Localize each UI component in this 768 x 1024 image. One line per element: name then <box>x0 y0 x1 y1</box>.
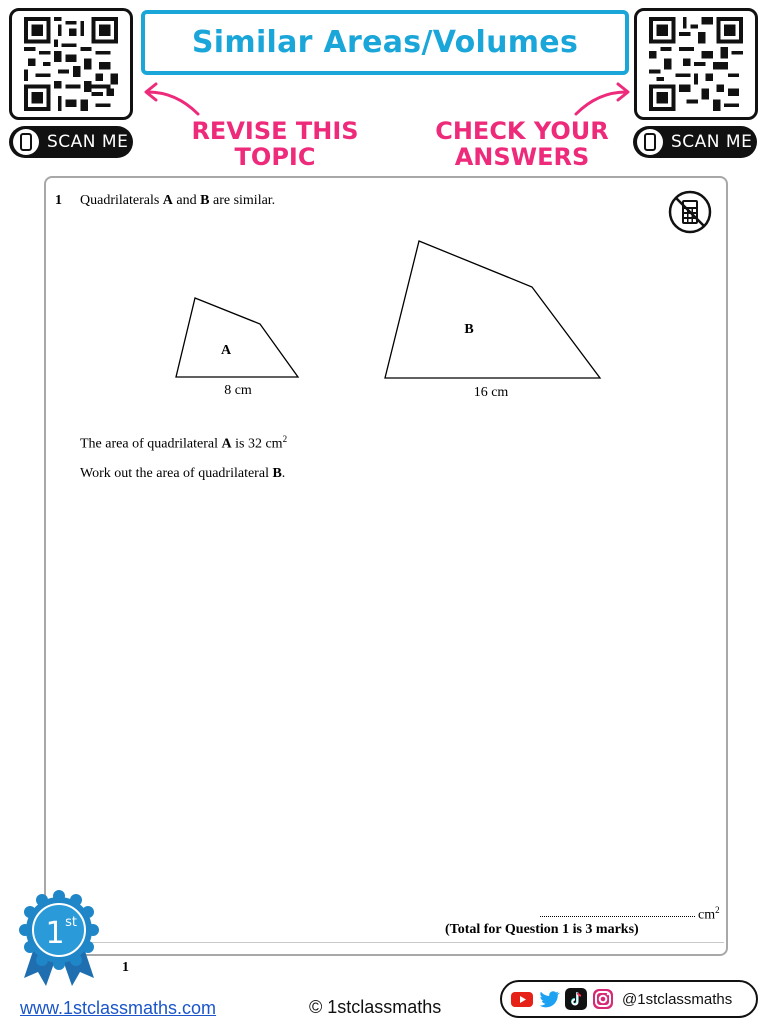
task-statement: Work out the area of quadrilateral B. <box>80 466 286 481</box>
total-marks: (Total for Question 1 is 3 marks) <box>445 922 639 937</box>
check-line-2: ANSWERS <box>454 143 590 171</box>
website-link[interactable]: www.1stclassmaths.com <box>20 998 217 1018</box>
shape-b-base-label: 16 cm <box>473 385 509 400</box>
shape-b-label: B <box>464 322 474 337</box>
tiktok-icon[interactable] <box>564 987 588 1011</box>
answer-line[interactable] <box>540 916 695 917</box>
social-links <box>500 980 758 1018</box>
quadrilateral-a <box>176 298 298 377</box>
quadrilateral-b <box>385 241 600 378</box>
first-class-medal-icon <box>14 890 104 990</box>
scan-me-label: SCAN ME <box>47 132 129 152</box>
page-number: 1 <box>122 960 129 975</box>
twitter-icon[interactable] <box>537 987 561 1011</box>
divider <box>48 942 724 943</box>
revise-line-1: REVISE THIS <box>191 117 359 145</box>
revise-line-2: TOPIC <box>234 143 316 171</box>
instagram-icon[interactable] <box>591 987 615 1011</box>
social-handle[interactable]: @1stclassmaths <box>622 990 733 1008</box>
question-number: 1 <box>55 193 62 208</box>
copyright-text: © 1stclassmaths <box>309 997 442 1017</box>
shape-a-label: A <box>220 343 232 358</box>
medal-suffix: st <box>65 915 77 930</box>
page-title: Similar Areas/Volumes <box>191 25 579 60</box>
scan-me-label: SCAN ME <box>671 132 753 152</box>
area-statement: The area of quadrilateral A is 32 $cm^2$ <box>80 434 288 452</box>
question-intro: Quadrilaterals A and B are similar. <box>80 193 276 208</box>
youtube-icon[interactable] <box>510 987 534 1011</box>
medal-number: 1 <box>45 916 65 951</box>
shape-a-base-label: 8 cm <box>224 383 252 398</box>
check-line-1: CHECK YOUR <box>435 117 609 145</box>
answer-unit: $cm^2$ <box>698 905 720 923</box>
